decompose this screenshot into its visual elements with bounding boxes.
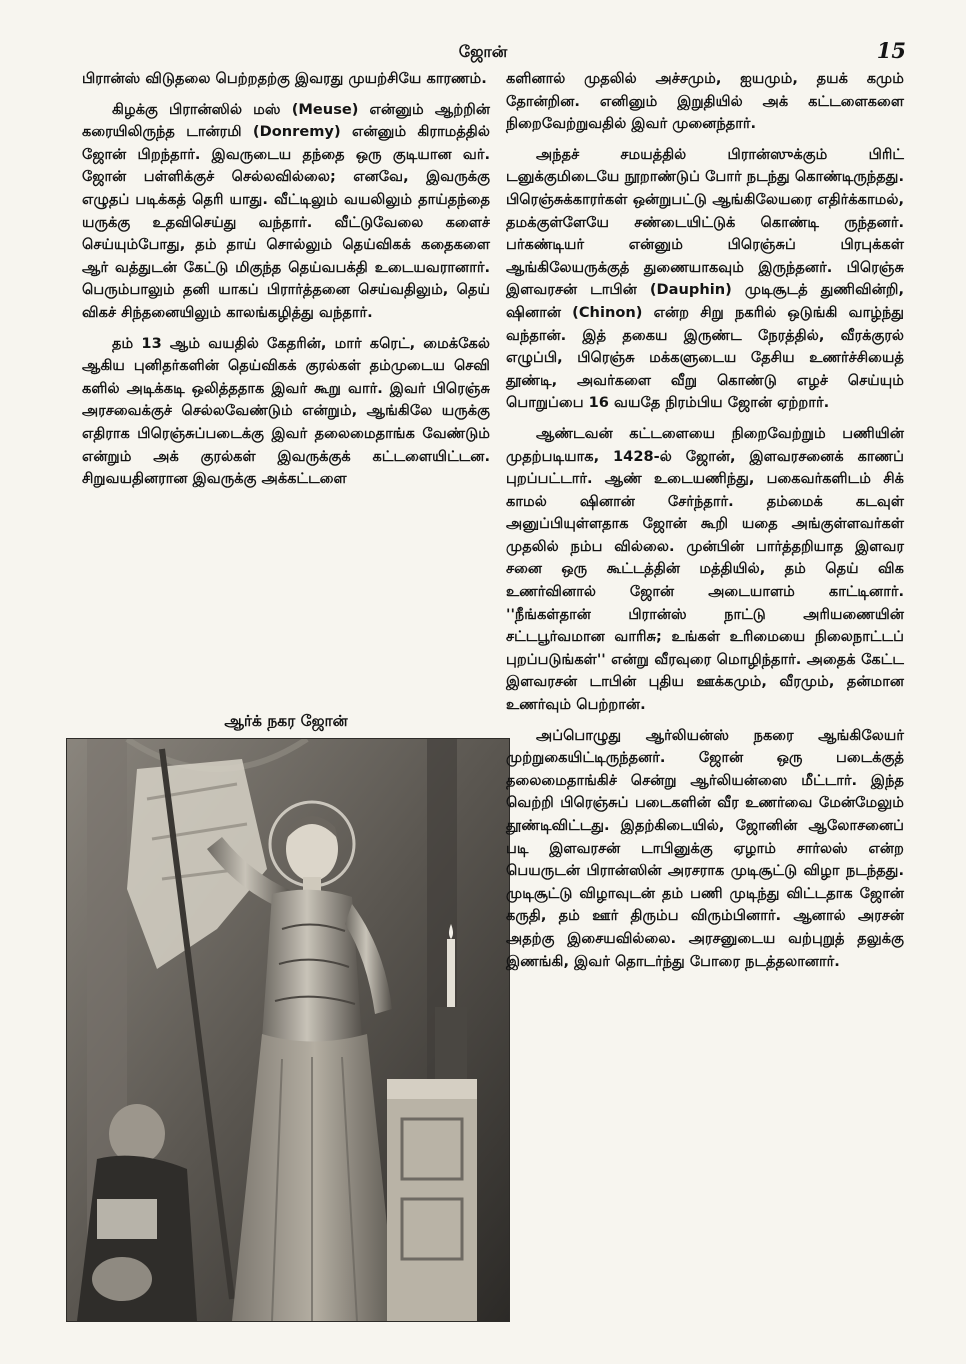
page-number: 15	[876, 38, 906, 63]
paragraph: ஆண்டவன் கட்டளையை நிறைவேற்றும் பணியின் முதற்படியாக, 1428-ல் ஜோன், இளவரசனைக் காணப் புறப்பட்டார். ஆண் உடையணிந்து, பகைவர்களிடம் சிக் காமல் ஷினான் சேர்ந்தார். தம்மைக் கடவுள் அனுப்பியுள்ளதாக ஜோன் கூறி யதை அங்குள்ளவர்கள் முதலில் நம்ப வில்லை. முன்பின் பார்த்தறியாத இளவர சனை ஒரு கூட்டத்தின் மத்தியில், தம் தெய் விக உணர்வினால் ஜோன் அடையாளம் காட்டினார். ''நீங்கள்தான் பிரான்ஸ் நாட்டு அரியணையின் சட்டபூர்வமான வாரிசு; உங்கள் உரிமையை நிலைநாட்டப் புறப்படுங்கள்'' என்று வீரவுரை மொழிந்தார். அதைக் கேட்ட இளவரசன் டாபின் புதிய ஊக்கமும், வீரமும், தன்மான உணர்வும் பெற்றான்.	[506, 424, 904, 714]
joan-of-arc-painting	[66, 738, 510, 1322]
paragraph: களினால் முதலில் அச்சமும், ஐயமும், தயக் கமும் தோன்றின. எனினும் இறுதியில் அக் கட்டளைகளை நிறைவேற்றுவதில் இவர் முனைந்தார்.	[506, 70, 904, 133]
running-title: ஜோன்	[458, 42, 508, 61]
paragraph: கிழக்கு பிரான்ஸில் மஸ் (Meuse) என்னும் ஆற்றின் கரையிலிருந்த டான்ரமி (Donremy) என்னும் கிராமத்தில் ஜோன் பிறந்தார். இவருடைய தந்தை ஒரு குடியான வர். ஜோன் பள்ளிக்குச் செல்லவில்லை; எனவே, இவருக்கு எழுதப் படிக்கத் தெரி யாது. வீட்டிலும் வயலிலும் தாய்தந்தை யருக்கு உதவிசெய்து வந்தார். வீட்டுவேலை களைச் செய்யும்போது, தம் தாய் சொல்லும் தெய்விகக் கதைகளை ஆர் வத்துடன் கேட்டு மிகுந்த தெய்வபக்தி உடையவரானார். பெரும்பாலும் தனி யாகப் பிரார்த்தனை செய்வதிலும், தெய் விகச் சிந்தனையிலும் காலங்கழித்து வந்தார்.	[82, 100, 490, 321]
figure-caption: ஆர்க் நகர ஜோன்	[224, 712, 348, 730]
paragraph: பிரான்ஸ் விடுதலை பெற்றதற்கு இவரது முயற்சியே காரணம்.	[82, 70, 487, 87]
painting-illustration	[67, 739, 509, 1321]
right-column	[506, 68, 904, 981]
left-column	[82, 68, 490, 499]
paragraph: தம் 13 ஆம் வயதில் கேதரின், மார் கரெட், மைக்கேல் ஆகிய புனிதர்களின் தெய்விகக் குரல்கள் தம்முடைய செவி களில் அடிக்கடி ஒலித்ததாக இவர் கூறு வார். இவர் பிரெஞ்சு அரசவைக்குச் செல்லவேண்டும் என்றும், ஆங்கிலே யருக்கு எதிராக பிரெஞ்சுப்படைக்கு இவர் தலைமைதாங்க வேண்டும் என்றும் அக் குரல்கள் இவருக்குக் கட்டளையிட்டன. சிறுவயதினரான இவருக்கு அக்கட்டளை	[82, 334, 490, 488]
paragraph: அப்பொழுது ஆர்லியன்ஸ் நகரை ஆங்கிலேயர் முற்றுகையிட்டிருந்தனர். ஜோன் ஒரு படைக்குத் தலைமைதாங்கிச் சென்று ஆர்லியன்ஸை மீட்டார். இந்த வெற்றி பிரெஞ்சுப் படைகளின் வீர உணர்வை மேன்மேலும் தூண்டிவிட்டது. இதற்கிடையில், ஜோனின் ஆலோசனைப் படி இளவரசன் டாபினுக்கு ஏழாம் சார்லஸ் என்ற பெயருடன் பிரான்ஸின் அரசராக முடிசூட்டு விழா நடந்தது. முடிசூட்டு விழாவுடன் தம் பணி முடிந்து விட்டதாக ஜோன் கருதி, தம் ஊர் திரும்ப விரும்பினார். ஆனால் அரசன் அதற்கு இசையவில்லை. அரசனுடைய வற்புறுத் தலுக்கு இணங்கி, இவர் தொடர்ந்து போரை நடத்தலானார்.	[506, 726, 904, 970]
page-header	[60, 38, 906, 66]
paragraph: அந்தச் சமயத்தில் பிரான்ஸுக்கும் பிரிட் டனுக்குமிடையே நூறாண்டுப் போர் நடந்து கொண்டிருந்தது. பிரெஞ்சுக்காரர்கள் ஒன்றுபட்டு ஆங்கிலேயரை எதிர்க்காமல், தமக்குள்ளேயே சண்டையிட்டுக் கொண்டி ருந்தனர். பர்கண்டியர் என்னும் பிரெஞ்சுப் பிரபுக்கள் ஆங்கிலேயருக்குத் துணையாகவும் இருந்தனர். பிரெஞ்சு இளவரசன் டாபின் (Dauphin) முடிசூடத் துணிவின்றி, ஷினான் (Chinon) என்ற சிறு நகரில் ஒடுங்கி வாழ்ந்து வந்தான். இத் தகைய இருண்ட நேரத்தில், வீரக்குரல் எழுப்பி, பிரெஞ்சு மக்களுடைய தேசிய உணர்ச்சியைத் தூண்டி, அவர்களை வீறு கொண்டு எழச் செய்யும் பொறுப்பை 16 வயதே நிரம்பிய ஜோன் ஏற்றார்.	[506, 145, 904, 412]
